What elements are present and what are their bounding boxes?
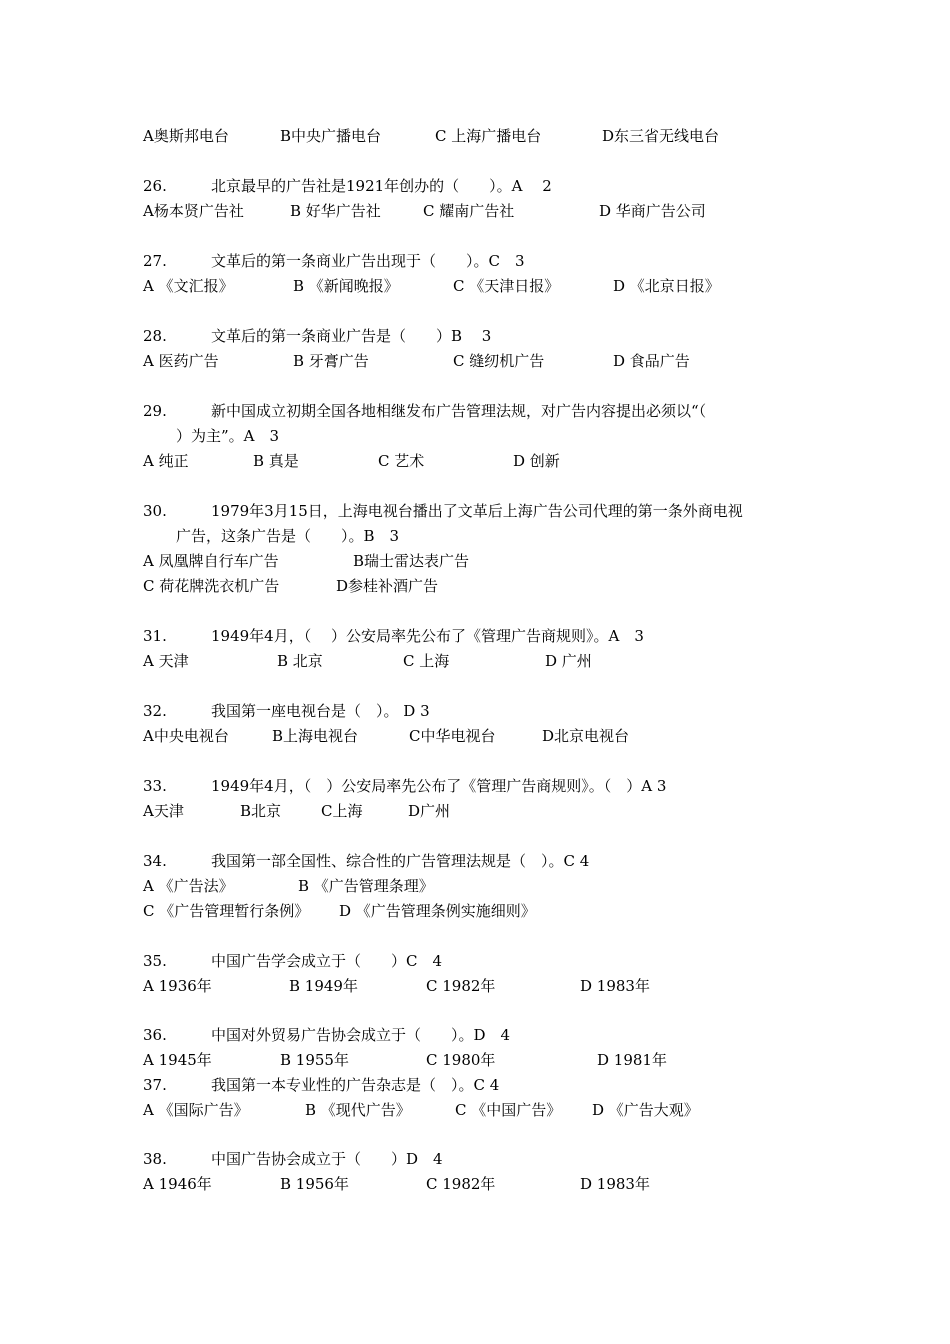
question-38 xyxy=(143,1149,443,1169)
question-number: 34. xyxy=(143,852,167,870)
option: A 医药广告 xyxy=(143,352,219,370)
option: D 《北京日报》 xyxy=(613,277,720,295)
q34-options-row2 xyxy=(143,901,536,921)
question-number: 33. xyxy=(143,777,167,795)
question-number: 27. xyxy=(143,252,167,270)
question-text: 文革后的第一条商业广告出现于（ ）。C 3 xyxy=(211,252,525,270)
option: C 耀南广告社 xyxy=(423,202,515,220)
question-number: 29. xyxy=(143,402,167,420)
option: A奥斯邦电台 xyxy=(143,127,229,145)
option: B上海电视台 xyxy=(272,727,359,745)
question-27 xyxy=(143,251,525,271)
option: C 1982年 xyxy=(426,977,496,995)
option: A 1945年 xyxy=(143,1051,212,1069)
option: B 1955年 xyxy=(280,1051,349,1069)
q31-options xyxy=(143,651,592,671)
q33-options xyxy=(143,801,451,821)
question-number: 32. xyxy=(143,702,167,720)
option: B 《现代广告》 xyxy=(305,1101,411,1119)
option: D北京电视台 xyxy=(542,727,630,745)
q26-options xyxy=(143,201,706,221)
question-text-continued: 广告，这条广告是（ ）。B 3 xyxy=(176,527,400,545)
q28-options xyxy=(143,351,690,371)
question-number: 26. xyxy=(143,177,167,195)
option: D 1981年 xyxy=(597,1051,667,1069)
option: D 食品广告 xyxy=(613,352,690,370)
question-text-continued: ）为主”。A 3 xyxy=(176,427,280,445)
question-number: 30. xyxy=(143,502,167,520)
question-text: 我国第一本专业性的广告杂志是（ ）。C 4 xyxy=(211,1076,500,1094)
option: A 纯正 xyxy=(143,452,189,470)
question-31 xyxy=(143,626,644,646)
question-29 xyxy=(143,401,707,421)
question-number: 38. xyxy=(143,1150,167,1168)
q30-options-row1 xyxy=(143,551,470,571)
option: A 1936年 xyxy=(143,977,212,995)
option: C 《中国广告》 xyxy=(455,1101,562,1119)
q37-options xyxy=(143,1100,699,1120)
option: A中央电视台 xyxy=(143,727,229,745)
q29-options xyxy=(143,451,560,471)
option: D 广州 xyxy=(545,652,592,670)
question-number: 36. xyxy=(143,1026,167,1044)
question-text: 我国第一部全国性、综合性的广告管理法规是（ ）。C 4 xyxy=(211,852,590,870)
option: C中华电视台 xyxy=(409,727,496,745)
option: B 好华广告社 xyxy=(290,202,381,220)
question-number: 31. xyxy=(143,627,167,645)
option: A 《广告法》 xyxy=(143,877,234,895)
question-text: 1949年4月，（ ）公安局率先公布了《管理广告商规则》。A 3 xyxy=(211,627,644,645)
option: D 华商广告公司 xyxy=(599,202,706,220)
option: D东三省无线电台 xyxy=(602,127,720,145)
question-text: 文革后的第一条商业广告是（ ）B 3 xyxy=(211,327,492,345)
option: C 缝纫机广告 xyxy=(453,352,545,370)
q35-options xyxy=(143,976,650,996)
question-number: 35. xyxy=(143,952,167,970)
question-text: 1979年3月15日，上海电视台播出了文革后上海广告公司代理的第一条外商电视 xyxy=(211,502,743,520)
option: C 1980年 xyxy=(426,1051,496,1069)
question-number: 28. xyxy=(143,327,167,345)
option: C 荷花牌洗衣机广告 xyxy=(143,577,280,595)
option: A 1946年 xyxy=(143,1175,212,1193)
q27-options xyxy=(143,276,720,296)
question-34 xyxy=(143,851,590,871)
option: C 艺术 xyxy=(378,452,425,470)
q38-options xyxy=(143,1174,650,1194)
option: D参桂补酒广告 xyxy=(336,577,439,595)
option: A 凤凰牌自行车广告 xyxy=(143,552,279,570)
option: B 真是 xyxy=(253,452,299,470)
option: C 《广告管理暂行条例》 xyxy=(143,902,310,920)
question-text: 中国对外贸易广告协会成立于（ ）。D 4 xyxy=(211,1026,511,1044)
option: D 《广告管理条例实施细则》 xyxy=(339,902,536,920)
option: B北京 xyxy=(240,802,282,820)
question-37 xyxy=(143,1075,500,1095)
q32-options xyxy=(143,726,630,746)
option: A杨本贤广告社 xyxy=(143,202,244,220)
option: A天津 xyxy=(143,802,184,820)
option: A 天津 xyxy=(143,652,189,670)
question-text: 中国广告学会成立于（ ）C 4 xyxy=(211,952,443,970)
question-32 xyxy=(143,701,430,721)
option: A 《国际广告》 xyxy=(143,1101,249,1119)
option: B瑞士雷达表广告 xyxy=(353,552,470,570)
q25-options xyxy=(143,126,720,146)
option: B 1949年 xyxy=(289,977,358,995)
option: B中央广播电台 xyxy=(280,127,382,145)
question-text: 1949年4月，（ ）公安局率先公布了《管理广告商规则》。（ ）A 3 xyxy=(211,777,667,795)
q30-options-row2 xyxy=(143,576,439,596)
option: B 1956年 xyxy=(280,1175,349,1193)
question-number: 37. xyxy=(143,1076,167,1094)
question-text: 中国广告协会成立于（ ）D 4 xyxy=(211,1150,443,1168)
option: D 1983年 xyxy=(580,977,650,995)
question-30 xyxy=(143,501,743,521)
q36-options xyxy=(143,1050,667,1070)
question-28 xyxy=(143,326,492,346)
option: D 创新 xyxy=(513,452,560,470)
option: B 牙膏广告 xyxy=(293,352,369,370)
option: C 1982年 xyxy=(426,1175,496,1193)
option: D 《广告大观》 xyxy=(592,1101,699,1119)
question-text: 北京最早的广告社是1921年创办的（ ）。A 2 xyxy=(211,177,552,195)
option: C上海 xyxy=(321,802,363,820)
option: C 上海 xyxy=(403,652,450,670)
question-36 xyxy=(143,1025,511,1045)
option: C 《天津日报》 xyxy=(453,277,560,295)
option: D广州 xyxy=(408,802,451,820)
question-33 xyxy=(143,776,667,796)
option: A 《文汇报》 xyxy=(143,277,234,295)
option: B 北京 xyxy=(277,652,323,670)
option: C 上海广播电台 xyxy=(435,127,542,145)
question-text: 新中国成立初期全国各地相继发布广告管理法规，对广告内容提出必须以“（ xyxy=(211,402,707,420)
q34-options-row1 xyxy=(143,876,434,896)
option: D 1983年 xyxy=(580,1175,650,1193)
question-35 xyxy=(143,951,443,971)
option: B 《新闻晚报》 xyxy=(293,277,399,295)
question-text: 我国第一座电视台是（ ）。 D 3 xyxy=(211,702,430,720)
question-26 xyxy=(143,176,552,196)
option: B 《广告管理条理》 xyxy=(298,877,434,895)
